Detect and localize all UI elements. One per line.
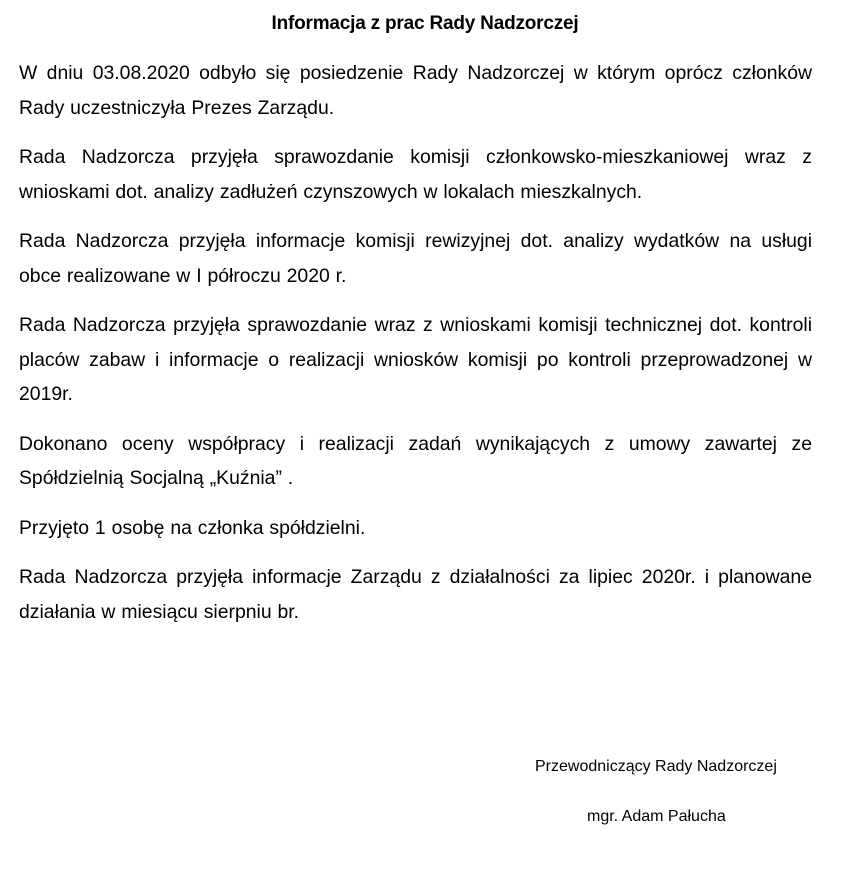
document-body [19, 56, 812, 644]
paragraph-meeting-date: W dniu 03.08.2020 odbyło się posiedzenie Rady Nadzorczej w którym oprócz członków Rady uczestniczyła Prezes Zarządu. [19, 62, 812, 119]
paragraph-board-report: Rada Nadzorcza przyjęła informacje Zarządu z działalności za lipiec 2020r. i planowane działania w miesiącu sierpniu br. [19, 566, 812, 623]
paragraph-membership-committee: Rada Nadzorcza przyjęła sprawozdanie komisji członkowsko-mieszkaniowej wraz z wnioskami dot. analizy zadłużeń czynszowych w lokalach mieszkalnych. [19, 146, 812, 203]
paragraph-technical-committee: Rada Nadzorcza przyjęła sprawozdanie wraz z wnioskami komisji technicznej dot. kontroli placów zabaw i informacje o realizacji wniosków komisji po kontroli przeprowadzonej w 2019r. [19, 314, 812, 405]
signature-name: mgr. Adam Pałucha [587, 808, 726, 825]
paragraph-audit-committee: Rada Nadzorcza przyjęła informacje komisji rewizyjnej dot. analizy wydatków na usługi obce realizowane w I półroczu 2020 r. [19, 230, 812, 287]
paragraph-cooperation-assessment: Dokonano oceny współpracy i realizacji zadań wynikających z umowy zawartej ze Spółdzielnią Socjalną „Kuźnia” . [19, 432, 812, 489]
signature-role: Przewodniczący Rady Nadzorczej [535, 758, 777, 775]
document-title: Informacja z prac Rady Nadzorczej [271, 13, 579, 34]
paragraph-new-member: Przyjęto 1 osobę na członka spółdzielni. [19, 516, 366, 539]
